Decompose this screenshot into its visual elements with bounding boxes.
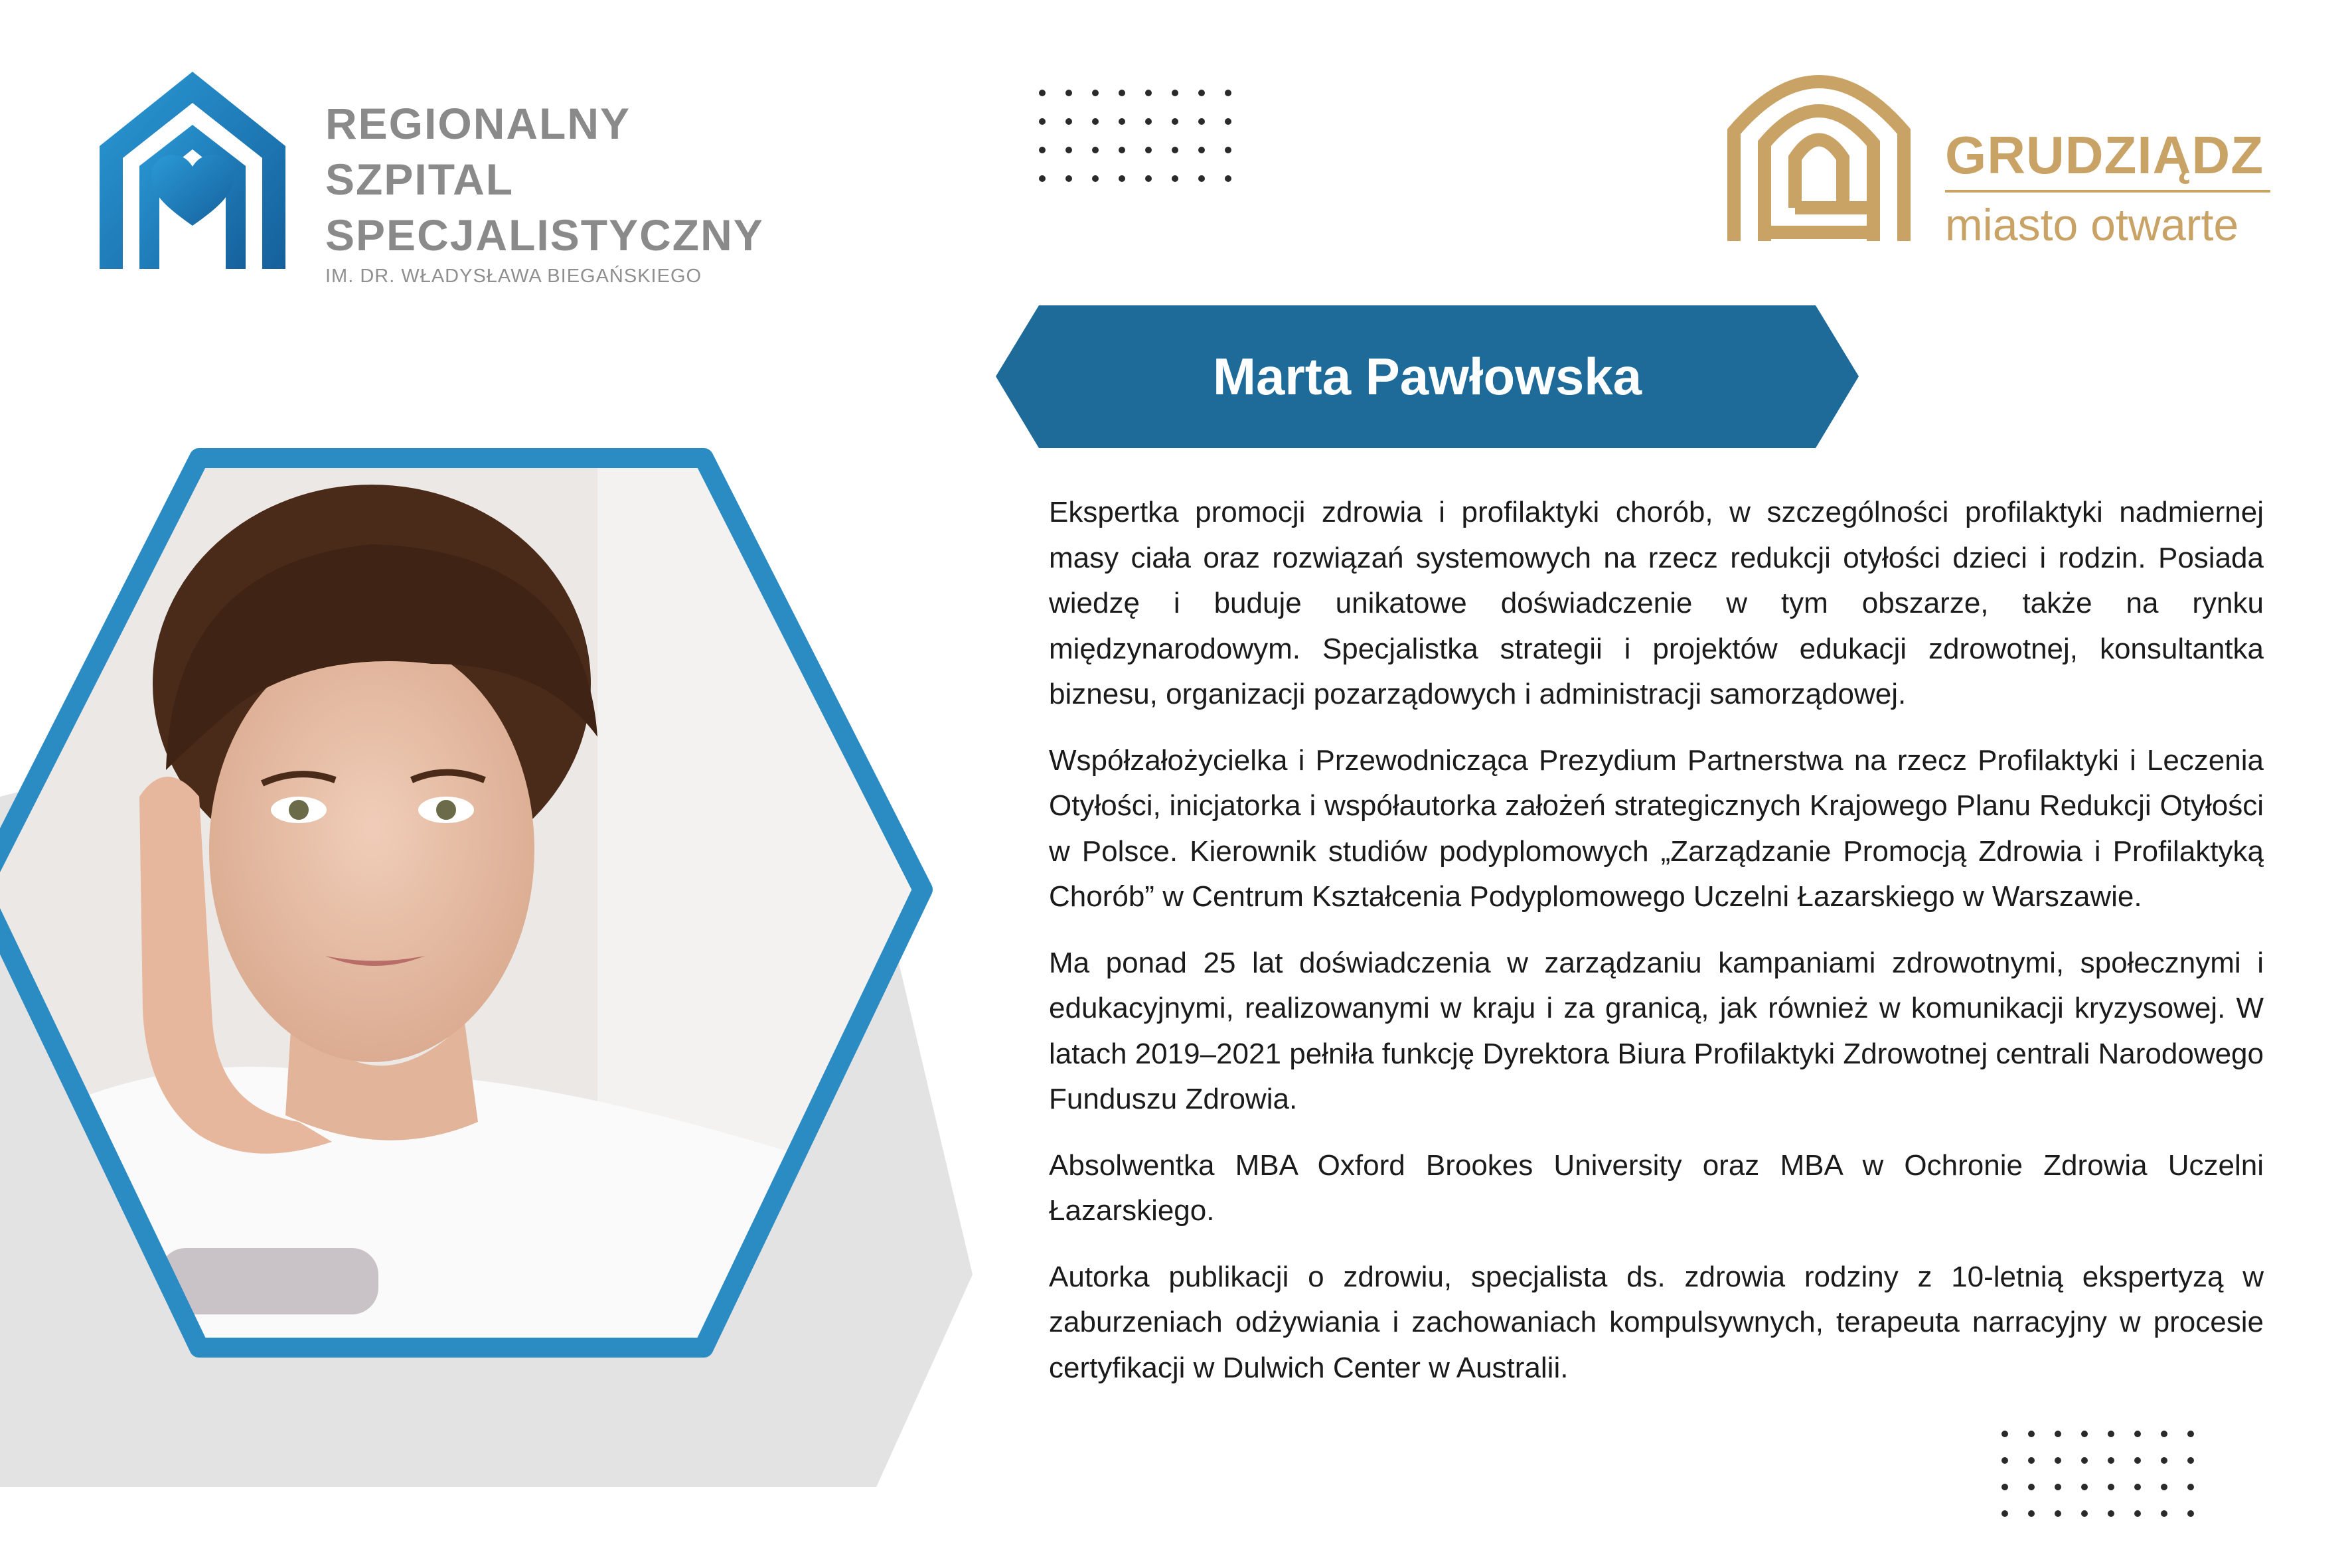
decor-dot xyxy=(1092,175,1099,182)
arch-heart-icon xyxy=(93,66,292,272)
decor-dot xyxy=(1172,118,1178,125)
decor-dot xyxy=(2055,1457,2061,1464)
decor-dot xyxy=(1225,147,1231,153)
city-name: GRUDZIĄDZ xyxy=(1945,125,2264,185)
decor-dot xyxy=(1065,147,1072,153)
decor-dot xyxy=(1092,90,1099,96)
decor-dot xyxy=(1225,118,1231,125)
decor-dot xyxy=(2055,1484,2061,1490)
decor-dot xyxy=(2108,1457,2114,1464)
decor-dot xyxy=(1145,118,1152,125)
decor-dot xyxy=(2161,1431,2167,1437)
decor-dot xyxy=(1092,118,1099,125)
decor-dot xyxy=(1039,90,1046,96)
decor-dot xyxy=(2001,1484,2008,1490)
hospital-logo xyxy=(93,66,764,287)
decor-dot xyxy=(1198,90,1205,96)
decor-dot xyxy=(2028,1457,2035,1464)
decor-dot xyxy=(1172,90,1178,96)
bio-paragraph-4: Absolwentka MBA Oxford Brookes University oraz MBA w Ochronie Zdrowia Uczelni Łazarskiego. xyxy=(1049,1148,2264,1227)
photo-area xyxy=(0,425,982,1487)
decor-dot xyxy=(1172,175,1178,182)
hospital-name-line-3: SPECJALISTYCZNY xyxy=(325,210,764,260)
decor-dot xyxy=(2161,1457,2167,1464)
decor-dot xyxy=(1172,147,1178,153)
decor-dot xyxy=(1119,147,1125,153)
decor-dot xyxy=(2161,1510,2167,1517)
decor-dot xyxy=(2081,1484,2088,1490)
decor-dot xyxy=(1198,147,1205,153)
hospital-subtitle: IM. DR. WŁADYSŁAWA BIEGAŃSKIEGO xyxy=(325,266,702,287)
decor-dot xyxy=(1198,118,1205,125)
dot-grid-bottom xyxy=(1998,1427,2224,1520)
decor-dot xyxy=(1198,175,1205,182)
decor-dot xyxy=(1145,175,1152,182)
name-banner xyxy=(996,305,1859,448)
bio-paragraph-2: Współzałożycielka i Przewodnicząca Prezydium Partnerstwa na rzecz Profilaktyki i Leczenia Otyłości, inicjatorka i współautorka założeń strategicznych Krajowego Planu Redukcji Otyłości w Polsce. Kierownik studiów podyplomowych „Zarządzanie Promocją Zdrowia i Profilaktyką Chorób” w Centrum Kształcenia Podyplomowego Uczelni Łazarskiego w Warszawie. xyxy=(1049,744,2264,913)
decor-dot xyxy=(2081,1510,2088,1517)
decor-dot xyxy=(2134,1484,2141,1490)
decor-dot xyxy=(2001,1457,2008,1464)
decor-dot xyxy=(1119,90,1125,96)
city-divider xyxy=(1945,190,2270,193)
decor-dot xyxy=(1225,175,1231,182)
decor-dot xyxy=(1065,118,1072,125)
city-logo xyxy=(1726,58,2297,251)
decor-dot xyxy=(1065,90,1072,96)
decor-dot xyxy=(2187,1457,2194,1464)
decor-dot xyxy=(1145,147,1152,153)
decor-dot xyxy=(2001,1431,2008,1437)
decor-dot xyxy=(2081,1457,2088,1464)
decor-dot xyxy=(1225,90,1231,96)
gothic-arch-icon xyxy=(1726,58,1912,244)
decor-dot xyxy=(2187,1431,2194,1437)
decor-dot xyxy=(2108,1510,2114,1517)
hospital-name-line-1: REGIONALNY xyxy=(325,99,631,148)
city-tagline: miasto otwarte xyxy=(1945,200,2239,250)
decor-dot xyxy=(2055,1431,2061,1437)
dot-grid-top xyxy=(1036,86,1261,193)
decor-dot xyxy=(1039,175,1046,182)
decor-dot xyxy=(2108,1484,2114,1490)
decor-dot xyxy=(1039,118,1046,125)
bio-text xyxy=(1049,490,2264,1411)
hospital-name-line-2: SZPITAL xyxy=(325,155,514,204)
decor-dot xyxy=(2028,1510,2035,1517)
decor-dot xyxy=(1119,175,1125,182)
portrait-frame xyxy=(0,425,982,1487)
bio-paragraph-3: Ma ponad 25 lat doświadczenia w zarządzaniu kampaniami zdrowotnymi, społecznymi i edukacyjnymi, realizowanymi w kraju i za granicą, jak również w komunikacji kryzysowej. W latach 2019–2021 pełniła funkcję Dyrektora Biura Profilaktyki Zdrowotnej centrali Narodowego Funduszu Zdrowia. xyxy=(1049,946,2264,1115)
decor-dot xyxy=(2187,1484,2194,1490)
decor-dot xyxy=(2001,1510,2008,1517)
decor-dot xyxy=(2028,1484,2035,1490)
decor-dot xyxy=(1065,175,1072,182)
decor-dot xyxy=(2108,1431,2114,1437)
decor-dot xyxy=(2134,1457,2141,1464)
person-name: Marta Pawłowska xyxy=(1213,347,1642,406)
bio-paragraph-1: Ekspertka promocji zdrowia i profilaktyki chorób, w szczególności profilaktyki nadmiernej masy ciała oraz rozwiązań systemowych na rzecz redukcji otyłości dzieci i rodzin. Posiada wiedzę i buduje unikatowe doświadczenie w tym obszarze, także na rynku międzynarodowym. Specjalistka strategii i projektów edukacji zdrowotnej, konsultantka biznesu, organizacji pozarządowych i administracji samorządowej. xyxy=(1049,496,2264,710)
decor-dot xyxy=(1092,147,1099,153)
decor-dot xyxy=(2028,1431,2035,1437)
decor-dot xyxy=(2187,1510,2194,1517)
decor-dot xyxy=(2161,1484,2167,1490)
decor-dot xyxy=(2081,1431,2088,1437)
decor-dot xyxy=(1145,90,1152,96)
bio-paragraph-5: Autorka publikacji o zdrowiu, specjalista ds. zdrowia rodziny z 10-letnią ekspertyzą w zaburzeniach odżywiania i zachowaniach kompulsywnych, terapeuta narracyjny w procesie certyfikacji w Dulwich Center w Australii. xyxy=(1049,1260,2264,1384)
decor-dot xyxy=(2055,1510,2061,1517)
decor-dot xyxy=(1039,147,1046,153)
decor-dot xyxy=(2134,1431,2141,1437)
decor-dot xyxy=(2134,1510,2141,1517)
decor-dot xyxy=(1119,118,1125,125)
